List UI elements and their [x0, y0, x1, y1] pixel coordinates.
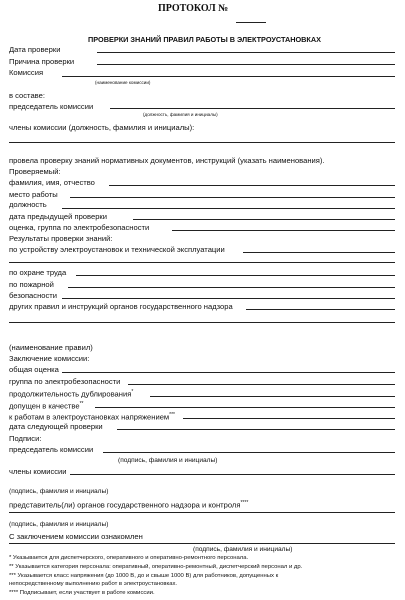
label-admitted	[9, 400, 83, 411]
line-fio	[109, 185, 395, 186]
footnote-1: * Указывается для диспетчерского, оперативного и оперативно-ремонтного персонала.	[9, 555, 249, 561]
label-representative	[9, 499, 248, 510]
line-by-install	[243, 252, 395, 253]
label-sig-chairman: председатель комиссии	[9, 445, 94, 454]
line-representative	[9, 512, 395, 513]
voltage-text: к работам в электроустановках напряжением	[9, 412, 170, 422]
footnote-4: непосредственному выполнению работ в электроустановках.	[9, 581, 178, 587]
label-results: Результаты проверки знаний:	[9, 234, 113, 243]
protocol-title: ПРОТОКОЛ №	[158, 3, 229, 14]
label-acquainted: С заключением комиссии ознакомлен	[9, 532, 143, 541]
hint-sig-members: (подпись, фамилия и инициалы)	[9, 488, 109, 495]
line-other	[246, 309, 395, 310]
protocol-subtitle: ПРОВЕРКИ ЗНАНИЙ ПРАВИЛ РАБОТЫ В ЭЛЕКТРОУСТАНОВКАХ	[88, 35, 322, 44]
line-labor	[76, 275, 395, 276]
label-fio: фамилия, имя, отчество	[9, 178, 95, 187]
voltage-footnote-mark: ***	[169, 412, 175, 418]
hint-chairman: (должность, фамилия и инициалы)	[143, 112, 218, 117]
representative-text: представитель(ли) органов государственного надзора и контроля	[9, 500, 241, 510]
line-safety	[62, 298, 395, 299]
label-commission: Комиссия	[9, 68, 44, 77]
line-results-extra	[9, 262, 395, 263]
line-reason	[97, 64, 395, 65]
admitted-footnote-mark: **	[79, 401, 84, 407]
label-chairman: председатель комиссии	[9, 102, 94, 111]
label-conducted: провела проверку знаний нормативных документов, инструкций (указать наименования).	[9, 156, 325, 165]
label-next-date: дата следующей проверки	[9, 422, 103, 431]
admitted-text: допущен в качестве	[9, 401, 80, 411]
hint-commission: (наименование комиссии)	[95, 80, 151, 85]
label-sig-members: члены комиссии	[9, 467, 67, 476]
label-date: Дата проверки	[9, 45, 61, 54]
hint-representative: (подпись, фамилия и инициалы)	[9, 521, 109, 528]
hint-acquainted: (подпись, фамилия и инициалы)	[193, 546, 293, 553]
line-sig-chairman	[103, 452, 395, 453]
line-overall	[62, 372, 395, 373]
footnote-3: *** Указывается класс напряжения (до 1000 В, до и свыше 1000 В) для работников, допущенных к	[9, 573, 279, 579]
line-sig-members	[70, 474, 395, 475]
label-other: других правил и инструкций органов государственного надзора	[9, 302, 233, 311]
label-voltage	[9, 411, 175, 422]
label-workplace: место работы	[9, 190, 58, 199]
line-chairman	[110, 108, 395, 109]
label-conclusion: Заключение комиссии:	[9, 354, 90, 363]
label-rules-name: (наименование правил)	[9, 343, 93, 352]
label-members: члены комиссии (должность, фамилия и инициалы):	[9, 123, 195, 132]
line-fire	[68, 287, 395, 288]
label-reason: Причина проверки	[9, 57, 75, 66]
line-other-extra	[9, 322, 395, 323]
line-position	[62, 208, 395, 209]
line-next-date	[117, 429, 395, 430]
line-prev-grade	[172, 230, 395, 231]
label-by-install: по устройству электроустановок и технической эксплуатации	[9, 245, 225, 254]
label-examinee: Проверяемый:	[9, 167, 61, 176]
label-fire: по пожарной	[9, 280, 54, 289]
duplication-footnote-mark: *	[131, 389, 134, 395]
label-duplication	[9, 388, 133, 399]
line-members-1	[9, 142, 395, 143]
label-prev-grade: оценка, группа по электробезопасности	[9, 223, 150, 232]
line-prev-date	[133, 219, 395, 220]
line-workplace	[70, 197, 395, 198]
line-acquainted	[9, 543, 395, 544]
line-date	[97, 52, 395, 53]
label-prev-date: дата предыдущей проверки	[9, 212, 107, 221]
hint-sig-chairman: (подпись, фамилия и инициалы)	[118, 457, 218, 464]
line-admitted	[95, 407, 395, 408]
footnote-2: ** Указывается категория персонала: оперативный, оперативно-ремонтный, диспетчерский персонал и др.	[9, 564, 303, 570]
label-position: должность	[9, 200, 47, 209]
label-safety: безопасности	[9, 291, 58, 300]
footnote-5: **** Подписывает, если участвует в работе комиссии.	[9, 590, 155, 596]
label-labor: по охране труда	[9, 268, 67, 277]
label-overall: общая оценка	[9, 365, 59, 374]
protocol-number-line	[236, 22, 266, 23]
representative-footnote-mark: ****	[240, 500, 249, 506]
line-group	[128, 384, 395, 385]
label-signatures: Подписи:	[9, 434, 42, 443]
line-duplication	[150, 396, 395, 397]
line-commission	[62, 76, 395, 77]
label-group: группа по электробезопасности	[9, 377, 121, 386]
label-composition: в составе:	[9, 91, 45, 100]
line-voltage	[183, 418, 395, 419]
duplication-text: продолжительность дублирования	[9, 389, 132, 399]
